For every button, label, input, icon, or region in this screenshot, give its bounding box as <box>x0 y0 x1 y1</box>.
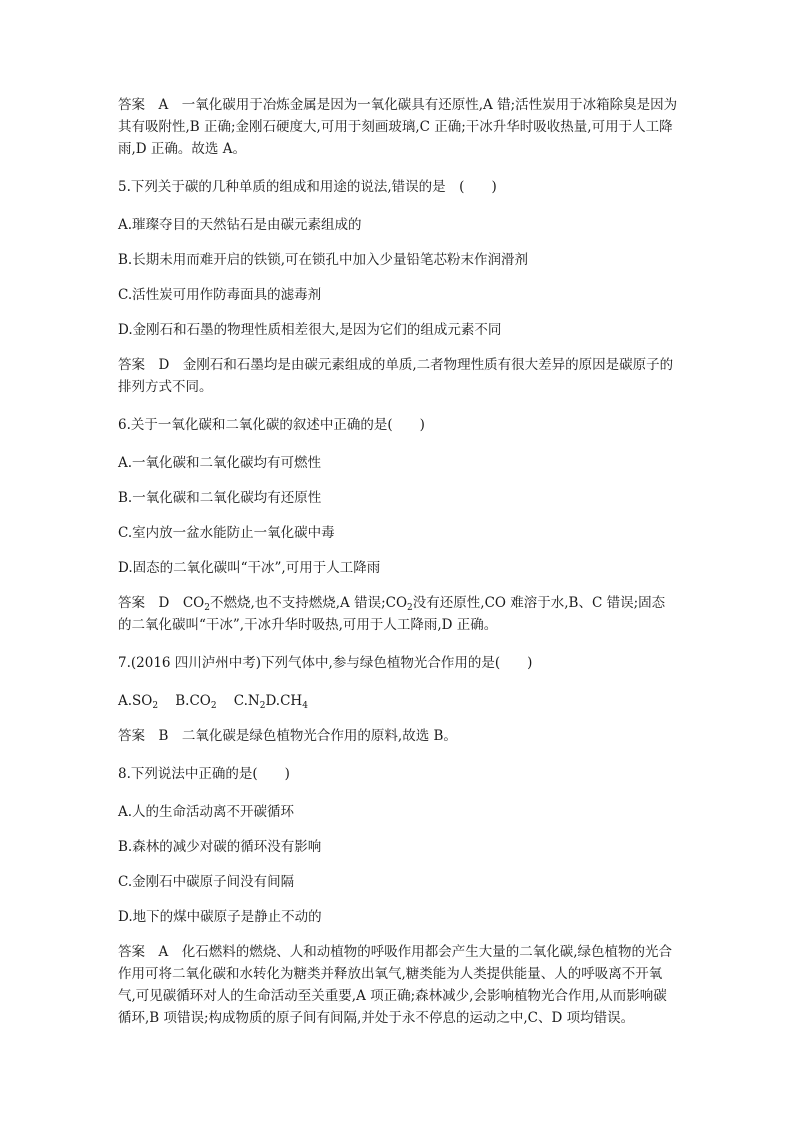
question-5-option-c: C.活性炭可用作防毒面具的滤毒剂 <box>118 287 322 303</box>
answer-q6-part3: 没有还原性,CO 难溶于水,B、C 错误;固态的二氧化碳叫“干冰”,干冰升华时吸热,可用于人工降雨,D 正确。 <box>118 595 666 633</box>
question-6-option-a: A.一氧化碳和二氧化碳均有可燃性 <box>118 455 322 471</box>
question-8-option-b: B.森林的减少对碳的循环没有影响 <box>118 839 322 855</box>
question-7-option-b <box>175 693 216 709</box>
question-7-option-a <box>118 693 158 709</box>
answer-q6-sub1: 2 <box>204 603 210 613</box>
question-8-option-a: A.人的生命活动离不开碳循环 <box>118 804 295 820</box>
question-7-option-b-text: B.CO <box>175 693 211 709</box>
question-5-option-d: D.金刚石和石墨的物理性质相差很大,是因为它们的组成元素不同 <box>118 322 502 338</box>
question-6-option-b: B.一氧化碳和二氧化碳均有还原性 <box>118 490 322 506</box>
question-7-option-d <box>265 693 307 709</box>
answer-q4: 答案 A 一氧化碳用于冶炼金属是因为一氧化碳具有还原性,A 错;活性炭用于冰箱除臭是因为其有吸附性,B 正确;金刚石硬度大,可用于刻画玻璃,C 正确;干冰升华时吸收热量,可用于人工降雨,D 正确。故选 A。 <box>118 97 678 157</box>
question-7-option-a-sub: 2 <box>152 701 159 711</box>
question-7-option-d-text: D.CH <box>265 693 303 709</box>
question-7-stem: 7.(2016 四川泸州中考)下列气体中,参与绿色植物光合作用的是( ) <box>118 655 533 671</box>
document-page <box>118 94 678 1045</box>
question-7-option-c-sub: 2 <box>259 701 266 711</box>
answer-q7: 答案 B 二氧化碳是绿色植物光合作用的原料,故选 B。 <box>118 728 457 744</box>
answer-q6-part2: 不燃烧,也不支持燃烧,A 错误;CO <box>209 595 408 611</box>
answer-q6-sub2: 2 <box>407 603 413 613</box>
answer-q5: 答案 D 金刚石和石墨均是由碳元素组成的单质,二者物理性质有很大差异的原因是碳原子的排列方式不同。 <box>118 357 674 395</box>
question-6-stem: 6.关于一氧化碳和二氧化碳的叙述中正确的是( ) <box>118 417 425 433</box>
question-7-option-a-text: A.SO <box>118 693 153 709</box>
question-7-option-d-sub: 4 <box>302 701 308 711</box>
answer-q6-part1: 答案 D CO <box>118 595 205 611</box>
question-7-options <box>118 690 678 712</box>
answer-q6 <box>118 592 678 636</box>
question-8-stem: 8.下列说法中正确的是( ) <box>118 766 290 782</box>
answer-q8: 答案 A 化石燃料的燃烧、人和动植物的呼吸作用都会产生大量的二氧化碳,绿色植物的光合作用可将二氧化碳和水转化为糖类并释放出氧气,糖类能为人类提供能量、人的呼吸离不开氧气,可见碳循环对人的生命活动至关重要,A 项正确;森林减少,会影响植物光合作用,从而影响碳循环,B 项错误;构成物质的原子间有间隔,并处于永不停息的运动之中,C、D 项均错误。 <box>118 944 673 1026</box>
question-7-option-c-text: C.N <box>233 693 260 709</box>
question-6-option-d: D.固态的二氧化碳叫“干冰”,可用于人工降雨 <box>118 560 381 576</box>
question-8-option-d: D.地下的煤中碳原子是静止不动的 <box>118 909 322 925</box>
question-7-option-b-sub: 2 <box>210 701 217 711</box>
question-8-option-c: C.金刚石中碳原子间没有间隔 <box>118 874 295 890</box>
question-5-option-b: B.长期未用而难开启的铁锁,可在锁孔中加入少量铅笔芯粉末作润滑剂 <box>118 252 529 268</box>
question-5-stem: 5.下列关于碳的几种单质的组成和用途的说法,错误的是 ( ) <box>118 179 497 195</box>
question-5-option-a: A.璀璨夺目的天然钻石是由碳元素组成的 <box>118 217 362 233</box>
question-6-option-c: C.室内放一盆水能防止一氧化碳中毒 <box>118 525 335 541</box>
question-7-option-c <box>234 693 266 709</box>
